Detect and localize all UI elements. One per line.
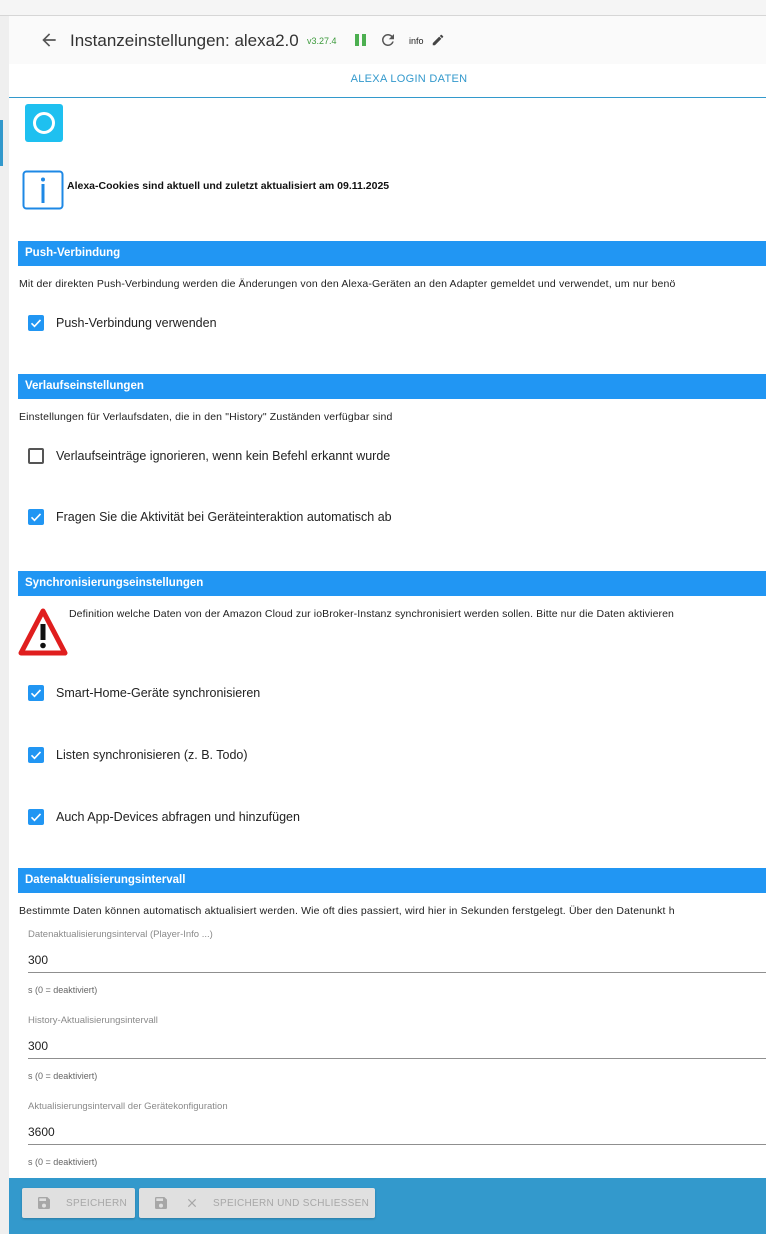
back-arrow-icon[interactable]: [39, 30, 59, 50]
app-devices-checkbox[interactable]: [28, 807, 300, 827]
app-devices-label: Auch App-Devices abfragen und hinzufügen: [56, 810, 300, 824]
reload-icon[interactable]: [379, 31, 397, 49]
checkbox-checked-icon[interactable]: [28, 685, 44, 701]
warning-icon: [18, 607, 68, 657]
interval-description: Bestimmte Daten können automatisch aktualisiert werden. Wie oft dies passiert, wird hier in Sekunden ferstgelegt. Über den Datenunkt h: [19, 905, 675, 917]
history-description: Einstellungen für Verlaufsdaten, die in den "History" Zuständen verfügbar sind: [19, 411, 393, 423]
sync-warning-text: Definition welche Daten von der Amazon Cloud zur ioBroker-Instanz synchronisiert werden sollen. Bitte nur die Daten aktivieren: [69, 608, 674, 620]
loglevel-label[interactable]: info: [409, 36, 424, 46]
tab-bar: [9, 64, 766, 98]
checkbox-unchecked-icon[interactable]: [28, 448, 44, 464]
sync-smarthome-checkbox[interactable]: [28, 683, 260, 703]
left-nav-active-marker: [0, 120, 3, 166]
ignore-history-checkbox[interactable]: [28, 446, 390, 466]
left-nav-rail: [0, 16, 9, 1234]
push-connection-label: Push-Verbindung verwenden: [56, 316, 217, 330]
sync-lists-label: Listen synchronisieren (z. B. Todo): [56, 748, 248, 762]
save-icon: [153, 1195, 169, 1211]
cookie-status-text: Alexa-Cookies sind aktuell und zuletzt aktualisiert am 09.11.2025: [67, 180, 390, 192]
player-info-interval-label: Datenaktualisierungsinterval (Player-Info ...): [28, 929, 213, 940]
sync-smarthome-label: Smart-Home-Geräte synchronisieren: [56, 686, 261, 700]
save-and-close-button[interactable]: [139, 1188, 375, 1218]
info-icon: [22, 170, 64, 210]
page-title: Instanzeinstellungen: alexa2.0: [70, 31, 299, 50]
auto-query-activity-label: Fragen Sie die Aktivität bei Geräteinteraktion automatisch ab: [56, 510, 392, 524]
player-info-interval-help: s (0 = deaktiviert): [28, 985, 98, 995]
history-interval-input[interactable]: [28, 1033, 766, 1059]
section-header-push: Push-Verbindung: [18, 241, 766, 266]
push-description: Mit der direkten Push-Verbindung werden die Änderungen von den Alexa-Geräten an den Adapter gemeldet und verwendet, um nur benö: [19, 278, 676, 290]
auto-query-activity-checkbox[interactable]: [28, 507, 392, 527]
tab-alexa-login-daten[interactable]: ALEXA LOGIN DATEN: [350, 73, 468, 85]
edit-pencil-icon[interactable]: [431, 33, 445, 47]
close-icon: [185, 1196, 199, 1210]
checkbox-checked-icon[interactable]: [28, 509, 44, 525]
history-interval-label: History-Aktualisierungsintervall: [28, 1015, 158, 1026]
device-config-interval-help: s (0 = deaktiviert): [28, 1157, 98, 1167]
save-icon: [36, 1195, 52, 1211]
checkbox-checked-icon[interactable]: [28, 315, 44, 331]
checkbox-checked-icon[interactable]: [28, 809, 44, 825]
ignore-history-label: Verlaufseinträge ignorieren, wenn kein Befehl erkannt wurde: [56, 449, 391, 463]
section-header-history: Verlaufseinstellungen: [18, 374, 766, 399]
section-header-sync: Synchronisierungseinstellungen: [18, 571, 766, 596]
instance-header: [9, 16, 766, 64]
settings-panel: [9, 16, 766, 1234]
save-and-close-button-label: SPEICHERN UND SCHLIESSEN: [213, 1197, 370, 1209]
player-info-interval-input[interactable]: [28, 947, 766, 973]
checkbox-checked-icon[interactable]: [28, 747, 44, 763]
alexa-logo-icon: [25, 104, 63, 142]
section-header-interval: Datenaktualisierungsintervall: [18, 868, 766, 893]
push-connection-checkbox[interactable]: [28, 313, 217, 333]
device-config-interval-label: Aktualisierungsintervall der Gerätekonfiguration: [28, 1101, 228, 1112]
history-interval-help: s (0 = deaktiviert): [28, 1071, 98, 1081]
device-config-interval-input[interactable]: [28, 1119, 766, 1145]
save-button-label: SPEICHERN: [66, 1197, 128, 1209]
footer-bar: [9, 1178, 766, 1234]
browser-top-strip: [0, 0, 766, 16]
save-button[interactable]: [22, 1188, 135, 1218]
pause-icon[interactable]: [354, 33, 368, 47]
sync-lists-checkbox[interactable]: [28, 745, 248, 765]
version-badge: v3.27.4: [307, 36, 337, 46]
